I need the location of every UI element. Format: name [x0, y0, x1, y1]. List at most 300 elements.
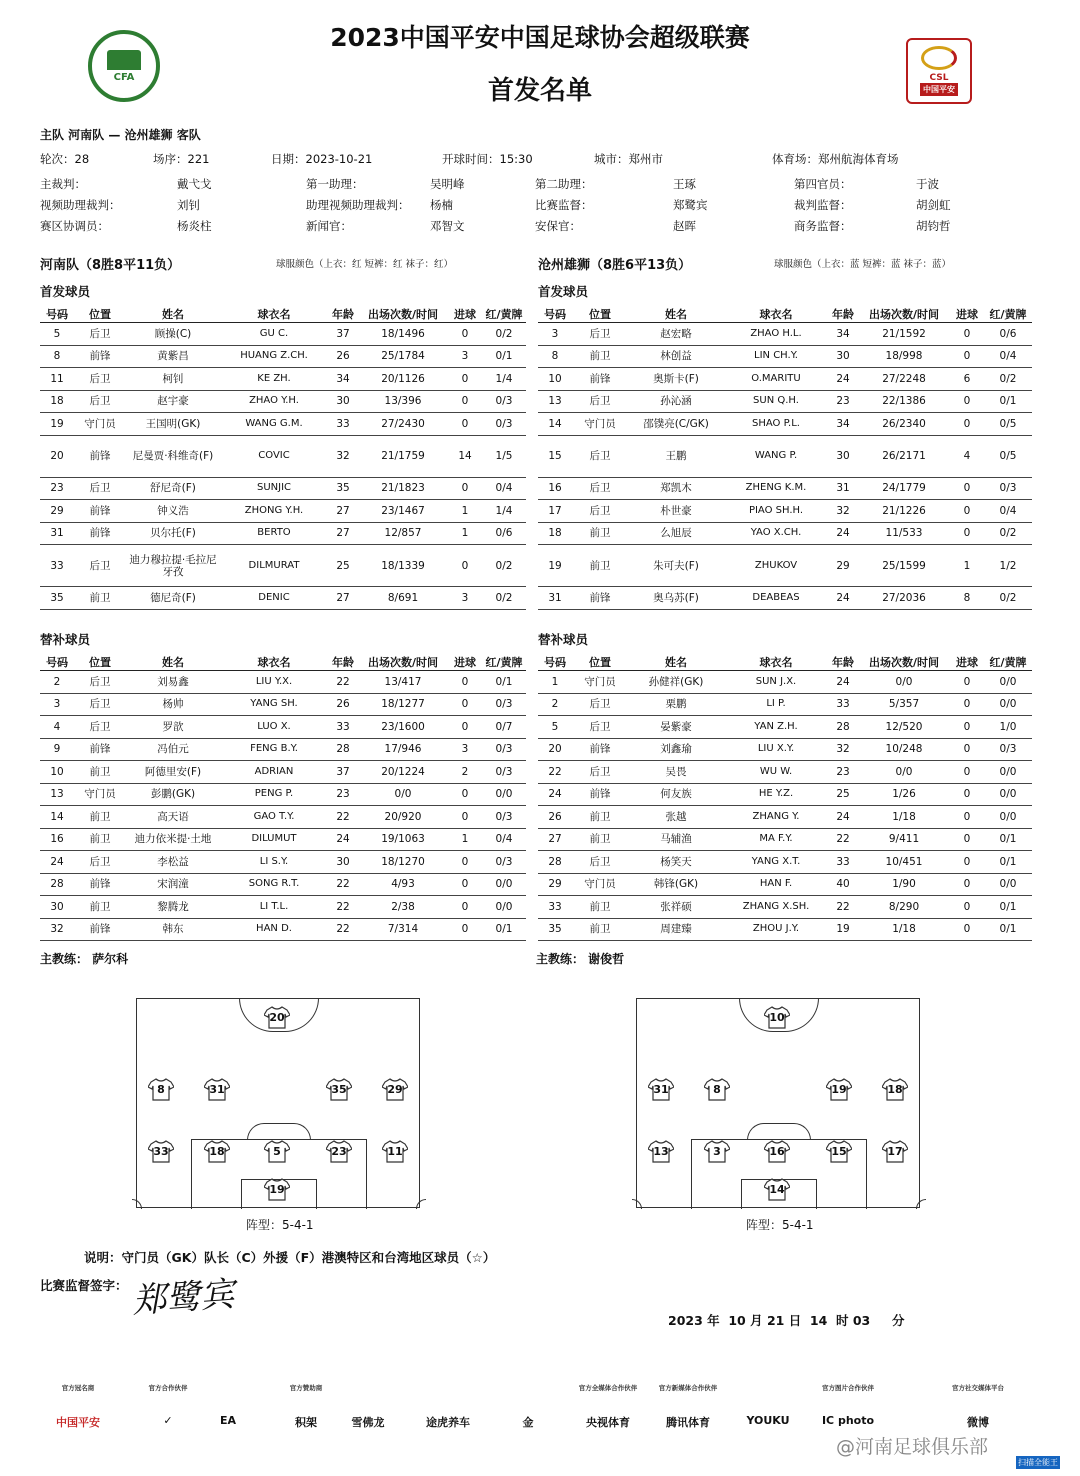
player-shirt-icon — [326, 1139, 352, 1163]
player-number: 8 — [538, 345, 572, 368]
player-row — [538, 918, 1032, 941]
player-kit-name: WANG G.M. — [220, 413, 328, 436]
column-header: 号码 — [538, 654, 572, 671]
player-kit-name: LIU X.Y. — [724, 738, 828, 761]
home-kit-colors: 球服颜色（上衣：红 短裤：红 袜子：红） — [276, 259, 454, 270]
player-kit-name: SUN Q.H. — [724, 390, 828, 413]
player-position: 后卫 — [572, 693, 628, 716]
player-name: 彭鹏(GK) — [126, 783, 220, 806]
player-appearances: 27/2036 — [858, 587, 950, 610]
player-cards: 0/3 — [984, 738, 1032, 761]
csl-logo — [906, 38, 972, 104]
column-header: 进球 — [950, 654, 984, 671]
player-shirt-icon — [148, 1139, 174, 1163]
player-name: 迪力穆拉提·毛拉尼牙孜 — [126, 545, 220, 587]
player-goals: 0 — [950, 918, 984, 941]
column-header: 位置 — [74, 654, 126, 671]
player-row — [538, 738, 1032, 761]
away-team-record: 沧州雄狮（8胜6平13负） — [538, 258, 692, 273]
player-goals: 0 — [448, 323, 482, 346]
player-cards: 0/4 — [482, 828, 526, 851]
player-cards: 0/0 — [984, 873, 1032, 896]
shirt-number: 8 — [157, 1083, 165, 1096]
player-position: 守门员 — [572, 671, 628, 694]
player-name: 王鹏 — [628, 435, 724, 477]
player-position: 前卫 — [572, 918, 628, 941]
player-kit-name: SHAO P.L. — [724, 413, 828, 436]
csl-logo-text: CSL — [929, 73, 949, 83]
player-number: 9 — [40, 738, 74, 761]
column-header: 位置 — [572, 306, 628, 323]
player-cards: 0/1 — [482, 671, 526, 694]
player-age: 34 — [828, 413, 858, 436]
player-appearances: 11/533 — [858, 522, 950, 545]
player-goals: 0 — [950, 828, 984, 851]
player-cards: 1/4 — [482, 500, 526, 523]
player-shirt-icon — [204, 1077, 230, 1101]
player-row — [40, 783, 526, 806]
player-age: 25 — [328, 545, 358, 587]
player-row — [40, 390, 526, 413]
player-position: 后卫 — [74, 477, 126, 500]
player-cards: 0/3 — [984, 477, 1032, 500]
player-goals: 0 — [448, 390, 482, 413]
player-cards: 0/1 — [984, 918, 1032, 941]
player-goals: 1 — [448, 828, 482, 851]
player-age: 40 — [828, 873, 858, 896]
player-number: 26 — [538, 806, 572, 829]
player-cards: 0/6 — [482, 522, 526, 545]
player-name: 吴畏 — [628, 761, 724, 784]
player-cards: 0/5 — [984, 413, 1032, 436]
player-position: 前锋 — [74, 738, 126, 761]
column-header: 年龄 — [328, 654, 358, 671]
player-cards: 0/0 — [482, 896, 526, 919]
player-appearances: 27/2248 — [858, 368, 950, 391]
column-header: 红/黄牌 — [984, 306, 1032, 323]
player-row — [40, 918, 526, 941]
player-kit-name: HAN F. — [724, 873, 828, 896]
player-cards: 0/3 — [482, 693, 526, 716]
player-kit-name: MA F.Y. — [724, 828, 828, 851]
player-cards: 1/0 — [984, 716, 1032, 739]
player-goals: 0 — [448, 413, 482, 436]
player-name: 张越 — [628, 806, 724, 829]
player-appearances: 1/90 — [858, 873, 950, 896]
player-name: 奥斯卡(F) — [628, 368, 724, 391]
player-shirt-icon — [882, 1077, 908, 1101]
player-age: 24 — [828, 368, 858, 391]
column-header: 位置 — [74, 306, 126, 323]
player-name: 舒尼奇(F) — [126, 477, 220, 500]
player-cards: 0/3 — [482, 761, 526, 784]
player-goals: 0 — [448, 545, 482, 587]
player-number: 29 — [538, 873, 572, 896]
player-goals: 0 — [448, 918, 482, 941]
home-team-record: 河南队（8胜8平11负） — [40, 258, 181, 273]
player-name: 黄紫昌 — [126, 345, 220, 368]
player-appearances: 1/18 — [858, 806, 950, 829]
player-goals: 0 — [448, 896, 482, 919]
column-header: 出场次数/时间 — [858, 654, 950, 671]
shirt-number: 31 — [209, 1083, 225, 1096]
player-row — [40, 522, 526, 545]
player-row — [538, 345, 1032, 368]
player-cards: 0/0 — [482, 783, 526, 806]
player-name: 阿德里安(F) — [126, 761, 220, 784]
player-goals: 0 — [950, 896, 984, 919]
official-name: 王琢 — [673, 177, 696, 191]
player-kit-name: DILMURAT — [220, 545, 328, 587]
player-shirt-icon — [204, 1139, 230, 1163]
official-label: 主裁判： — [40, 177, 86, 191]
player-shirt-icon — [704, 1077, 730, 1101]
player-position: 后卫 — [74, 671, 126, 694]
player-goals: 0 — [950, 500, 984, 523]
player-appearances: 10/248 — [858, 738, 950, 761]
player-goals: 0 — [448, 783, 482, 806]
player-row — [40, 587, 526, 610]
document-title: 首发名单 — [487, 76, 592, 106]
player-kit-name: GU C. — [220, 323, 328, 346]
column-header: 球衣名 — [220, 654, 328, 671]
player-kit-name: SUN J.X. — [724, 671, 828, 694]
sponsor-logo: 雪佛龙 — [351, 1416, 385, 1429]
player-position: 后卫 — [572, 716, 628, 739]
shirt-number: 35 — [331, 1083, 347, 1096]
player-appearances: 2/38 — [358, 896, 448, 919]
player-cards: 0/2 — [482, 545, 526, 587]
player-goals: 1 — [448, 500, 482, 523]
player-age: 22 — [328, 671, 358, 694]
sponsor-logo: 微博 — [967, 1416, 989, 1429]
column-header: 红/黄牌 — [984, 654, 1032, 671]
column-header: 年龄 — [828, 654, 858, 671]
player-row — [40, 851, 526, 874]
shirt-number: 8 — [713, 1083, 721, 1096]
column-header: 姓名 — [126, 654, 220, 671]
column-header: 进球 — [448, 306, 482, 323]
player-position: 前卫 — [74, 828, 126, 851]
corner-arc — [416, 1199, 426, 1209]
player-appearances: 21/1226 — [858, 500, 950, 523]
player-goals: 0 — [950, 738, 984, 761]
player-number: 16 — [40, 828, 74, 851]
player-appearances: 27/2430 — [358, 413, 448, 436]
player-name: 马辅渔 — [628, 828, 724, 851]
player-cards: 0/3 — [482, 390, 526, 413]
player-appearances: 20/920 — [358, 806, 448, 829]
player-appearances: 20/1224 — [358, 761, 448, 784]
player-kit-name: LI S.Y. — [220, 851, 328, 874]
player-row — [538, 693, 1032, 716]
player-appearances: 12/520 — [858, 716, 950, 739]
player-cards: 0/1 — [984, 828, 1032, 851]
player-row — [538, 896, 1032, 919]
player-kit-name: SUNJIC — [220, 477, 328, 500]
player-cards: 0/4 — [984, 345, 1032, 368]
player-position: 前锋 — [572, 783, 628, 806]
shirt-number: 29 — [387, 1083, 403, 1096]
player-age: 33 — [828, 851, 858, 874]
player-goals: 0 — [448, 671, 482, 694]
player-kit-name: COVIC — [220, 435, 328, 477]
player-goals: 0 — [950, 783, 984, 806]
player-age: 22 — [328, 806, 358, 829]
player-position: 后卫 — [572, 761, 628, 784]
player-goals: 0 — [448, 851, 482, 874]
player-kit-name: GAO T.Y. — [220, 806, 328, 829]
player-goals: 0 — [448, 477, 482, 500]
player-appearances: 18/998 — [858, 345, 950, 368]
player-number: 13 — [538, 390, 572, 413]
player-row — [538, 783, 1032, 806]
player-age: 23 — [828, 761, 858, 784]
player-shirt-icon — [148, 1077, 174, 1101]
official-label: 赛区协调员： — [40, 219, 109, 233]
player-kit-name: DENIC — [220, 587, 328, 610]
player-age: 30 — [328, 390, 358, 413]
sponsor-logo: 金 — [522, 1416, 534, 1429]
sponsor-label: 官方冠名商 — [61, 1384, 95, 1392]
sponsor-logo: YOUKU — [746, 1414, 790, 1427]
player-row — [40, 873, 526, 896]
player-number: 24 — [538, 783, 572, 806]
shirt-number: 33 — [153, 1145, 169, 1158]
player-position: 前锋 — [74, 873, 126, 896]
official-label: 裁判监督： — [794, 198, 852, 212]
player-cards: 1/4 — [482, 368, 526, 391]
away-coach: 主教练： 谢俊哲 — [536, 952, 625, 966]
player-age: 31 — [828, 477, 858, 500]
shirt-number: 14 — [769, 1183, 785, 1196]
weibo-watermark: @河南足球俱乐部 — [836, 1436, 989, 1458]
player-appearances: 25/1599 — [858, 545, 950, 587]
sponsor-logo: 积架 — [295, 1416, 317, 1429]
player-age: 25 — [828, 783, 858, 806]
player-age: 22 — [328, 873, 358, 896]
player-age: 32 — [828, 500, 858, 523]
player-row — [538, 435, 1032, 477]
player-kit-name: LIU Y.X. — [220, 671, 328, 694]
player-row — [538, 500, 1032, 523]
home-starters-heading: 首发球员 — [40, 284, 91, 299]
player-shirt-icon — [264, 1005, 290, 1029]
player-name: 杨笑天 — [628, 851, 724, 874]
player-shirt-icon — [326, 1077, 352, 1101]
official-label: 新闻官： — [306, 219, 352, 233]
city: 城市：郑州市 — [594, 152, 663, 166]
home-formation-pitch — [136, 998, 420, 1208]
player-name: 么旭辰 — [628, 522, 724, 545]
player-position: 前锋 — [74, 918, 126, 941]
player-appearances: 18/1496 — [358, 323, 448, 346]
official-label: 助理视频助理裁判： — [306, 198, 410, 212]
player-name: 周建臻 — [628, 918, 724, 941]
table-header-row — [538, 306, 1032, 323]
player-appearances: 26/2340 — [858, 413, 950, 436]
player-row — [538, 390, 1032, 413]
shirt-number: 11 — [387, 1145, 403, 1158]
player-row — [538, 873, 1032, 896]
player-row — [40, 806, 526, 829]
player-kit-name: O.MARITU — [724, 368, 828, 391]
player-name: 杨帅 — [126, 693, 220, 716]
player-cards: 0/4 — [482, 477, 526, 500]
player-shirt-icon — [764, 1005, 790, 1029]
official-name: 郑鹭宾 — [673, 198, 708, 212]
player-appearances: 21/1592 — [858, 323, 950, 346]
shirt-number: 13 — [653, 1145, 669, 1158]
player-goals: 0 — [950, 851, 984, 874]
cfa-logo-text: CFA — [113, 71, 135, 83]
player-kit-name: ZHOU J.Y. — [724, 918, 828, 941]
player-number: 35 — [40, 587, 74, 610]
player-name: 朱可夫(F) — [628, 545, 724, 587]
player-name: 孙健祥(GK) — [628, 671, 724, 694]
player-name: 孙沁涵 — [628, 390, 724, 413]
player-cards: 0/1 — [984, 896, 1032, 919]
player-row — [538, 323, 1032, 346]
signed-time: 2023 年 10 月 21 日 14 时 03 分 — [668, 1313, 905, 1328]
player-number: 31 — [40, 522, 74, 545]
player-position: 后卫 — [74, 390, 126, 413]
away-subs-heading: 替补球员 — [538, 632, 589, 647]
player-position: 前卫 — [74, 896, 126, 919]
player-appearances: 0/0 — [858, 671, 950, 694]
player-kit-name: KE ZH. — [220, 368, 328, 391]
official-label: 第四官员： — [794, 177, 852, 191]
player-number: 10 — [40, 761, 74, 784]
corner-arc — [916, 1199, 926, 1209]
player-goals: 8 — [950, 587, 984, 610]
player-kit-name: LUO X. — [220, 716, 328, 739]
player-row — [40, 368, 526, 391]
match-no: 场序：221 — [153, 152, 210, 166]
player-number: 5 — [538, 716, 572, 739]
sponsor-label: 官方全媒体合作伙伴 — [578, 1384, 638, 1392]
player-age: 27 — [328, 522, 358, 545]
player-number: 20 — [538, 738, 572, 761]
player-position: 前卫 — [572, 828, 628, 851]
player-kit-name: ZHANG Y. — [724, 806, 828, 829]
player-age: 26 — [328, 345, 358, 368]
shirt-number: 18 — [209, 1145, 225, 1158]
column-header: 号码 — [538, 306, 572, 323]
player-number: 3 — [40, 693, 74, 716]
player-appearances: 0/0 — [858, 761, 950, 784]
player-number: 31 — [538, 587, 572, 610]
home-subs-heading: 替补球员 — [40, 632, 91, 647]
player-name: 林创益 — [628, 345, 724, 368]
player-goals: 0 — [950, 873, 984, 896]
player-age: 35 — [328, 477, 358, 500]
player-goals: 0 — [448, 716, 482, 739]
player-number: 19 — [538, 545, 572, 587]
column-header: 号码 — [40, 306, 74, 323]
column-header: 姓名 — [126, 306, 220, 323]
player-name: 刘易鑫 — [126, 671, 220, 694]
player-cards: 0/2 — [984, 368, 1032, 391]
player-cards: 0/0 — [984, 761, 1032, 784]
player-name: 朴世豪 — [628, 500, 724, 523]
player-cards: 0/0 — [984, 783, 1032, 806]
player-kit-name: YANG X.T. — [724, 851, 828, 874]
shirt-number: 19 — [831, 1083, 847, 1096]
player-goals: 14 — [448, 435, 482, 477]
player-row — [538, 368, 1032, 391]
player-shirt-icon — [648, 1077, 674, 1101]
player-goals: 0 — [448, 873, 482, 896]
player-cards: 0/2 — [984, 522, 1032, 545]
player-position: 守门员 — [572, 413, 628, 436]
sponsor-logo: 央视体育 — [586, 1416, 630, 1429]
table-header-row — [40, 654, 526, 671]
player-row — [40, 671, 526, 694]
player-goals: 0 — [950, 477, 984, 500]
player-row — [538, 828, 1032, 851]
player-name: 高天语 — [126, 806, 220, 829]
round: 轮次：28 — [40, 152, 90, 166]
player-position: 后卫 — [74, 545, 126, 587]
player-age: 27 — [328, 500, 358, 523]
teams-line: 主队 河南队 — 沧州雄狮 客队 — [40, 128, 201, 142]
player-number: 2 — [538, 693, 572, 716]
player-position: 守门员 — [572, 873, 628, 896]
player-number: 23 — [40, 477, 74, 500]
player-position: 前锋 — [572, 368, 628, 391]
player-position: 前锋 — [572, 738, 628, 761]
official-name: 杨炎柱 — [177, 219, 212, 233]
table-header-row — [40, 306, 526, 323]
player-position: 前锋 — [74, 500, 126, 523]
shirt-number: 17 — [887, 1145, 903, 1158]
column-header: 进球 — [448, 654, 482, 671]
shirt-number: 15 — [831, 1145, 847, 1158]
player-appearances: 17/946 — [358, 738, 448, 761]
player-row — [538, 761, 1032, 784]
player-goals: 2 — [448, 761, 482, 784]
away-subs-table — [538, 654, 1032, 941]
official-label: 安保官： — [535, 219, 581, 233]
column-header: 球衣名 — [220, 306, 328, 323]
player-age: 30 — [328, 851, 358, 874]
official-label: 第一助理： — [306, 177, 364, 191]
player-row — [538, 716, 1032, 739]
player-appearances: 23/1600 — [358, 716, 448, 739]
player-number: 33 — [538, 896, 572, 919]
column-header: 位置 — [572, 654, 628, 671]
player-name: 黎腾龙 — [126, 896, 220, 919]
column-header: 姓名 — [628, 654, 724, 671]
player-row — [40, 477, 526, 500]
player-kit-name: LIN CH.Y. — [724, 345, 828, 368]
sponsor-label: 官方图片合作伙伴 — [822, 1384, 874, 1392]
away-kit-colors: 球服颜色（上衣：蓝 短裤：蓝 袜子：蓝） — [774, 259, 952, 270]
player-age: 22 — [328, 896, 358, 919]
player-goals: 0 — [448, 368, 482, 391]
player-name: 罗歆 — [126, 716, 220, 739]
player-position: 后卫 — [74, 716, 126, 739]
official-name: 胡剑虹 — [916, 198, 951, 212]
player-goals: 0 — [950, 522, 984, 545]
shirt-number: 18 — [887, 1083, 903, 1096]
player-appearances: 23/1467 — [358, 500, 448, 523]
player-kit-name: YAO X.CH. — [724, 522, 828, 545]
column-header: 球衣名 — [724, 654, 828, 671]
player-goals: 0 — [950, 323, 984, 346]
player-appearances: 21/1823 — [358, 477, 448, 500]
